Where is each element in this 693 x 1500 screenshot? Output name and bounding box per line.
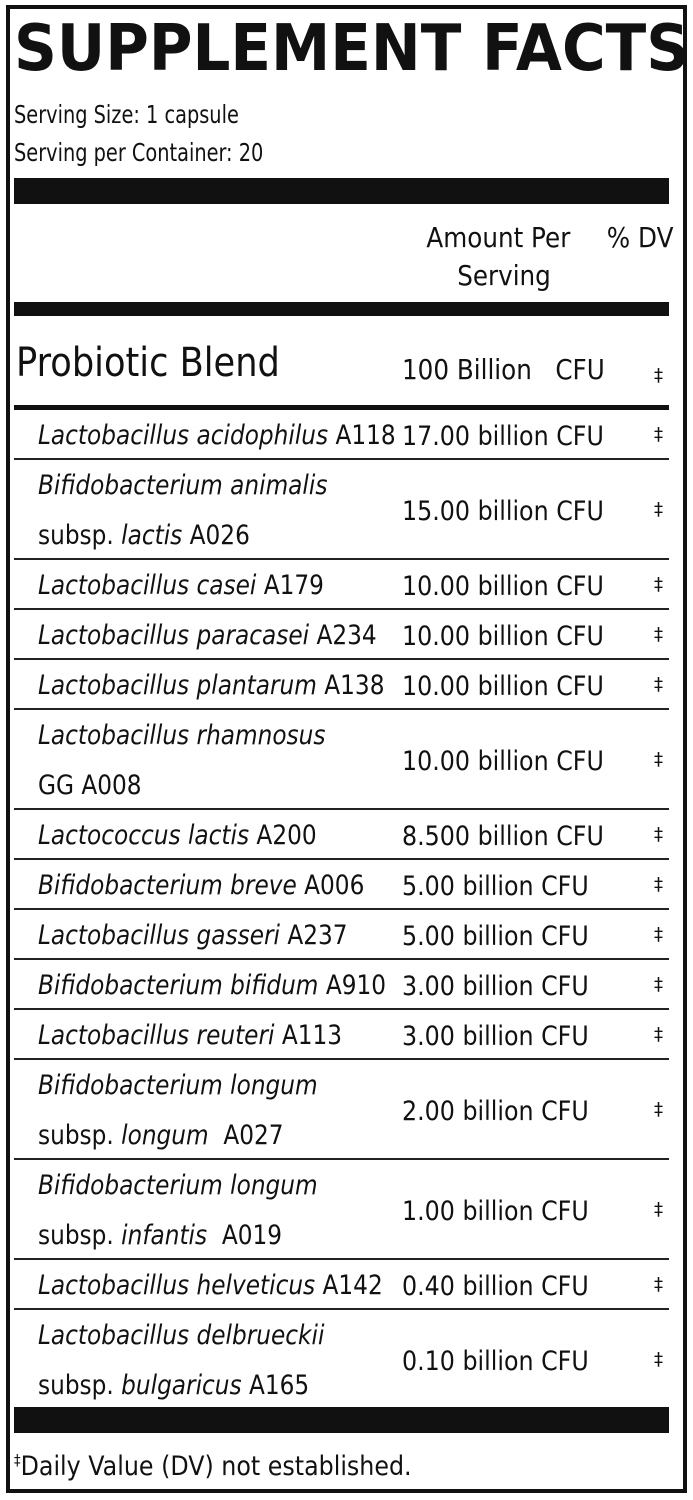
ingredient-subspecies: longum [121, 1120, 209, 1151]
blend-row [14, 322, 669, 405]
ingredient-species: Lactococcus lactis [38, 820, 250, 851]
ingredient-species: Lactobacillus paracasei [38, 620, 310, 651]
ingredient-subspecies-prefix: GG A008 [38, 770, 142, 801]
ingredient-dv: ‡ [654, 499, 663, 520]
ingredient-strain: A138 [316, 670, 385, 701]
ingredient-subspecies-prefix: subsp. [38, 520, 122, 551]
ingredient-species: Bifidobacterium breve [38, 870, 297, 901]
ingredient-name [38, 961, 386, 1011]
ingredient-list [14, 410, 669, 1410]
dv-header: % DV [606, 221, 674, 254]
blend-dv: ‡ [654, 365, 663, 386]
ingredient-row [14, 460, 669, 560]
ingredient-row [14, 1260, 669, 1310]
ingredient-dv: ‡ [654, 574, 663, 595]
ingredient-strain: A026 [182, 520, 250, 551]
bottom-divider-bar [14, 1407, 669, 1433]
ingredient-strain: A910 [318, 970, 387, 1001]
ingredient-species: Bifidobacterium animalis [38, 470, 328, 501]
ingredient-amount: 10.00 billion CFU [402, 571, 604, 602]
ingredient-strain: A234 [309, 620, 377, 651]
ingredient-amount: 0.10 billion CFU [402, 1346, 589, 1377]
footnote [14, 1440, 412, 1487]
ingredient-species: Lactobacillus casei [38, 570, 257, 601]
ingredient-row [14, 1060, 669, 1160]
ingredient-species: Bifidobacterium longum [38, 1170, 318, 1201]
ingredient-amount: 10.00 billion CFU [402, 621, 604, 652]
ingredient-species: Lactobacillus reuteri [38, 1020, 275, 1051]
ingredient-species: Lactobacillus delbrueckii [38, 1320, 325, 1351]
ingredient-dv: ‡ [654, 674, 663, 695]
ingredient-row [14, 710, 669, 810]
ingredient-dv: ‡ [654, 824, 663, 845]
ingredient-subspecies: lactis [121, 520, 183, 551]
ingredient-species: Bifidobacterium longum [38, 1070, 318, 1101]
ingredient-dv: ‡ [654, 749, 663, 770]
amount-per-serving-header: Amount Per [426, 221, 571, 254]
ingredient-strain: A027 [208, 1120, 284, 1151]
ingredient-subspecies-prefix: subsp. [38, 1120, 122, 1151]
ingredient-strain: A142 [315, 1270, 383, 1301]
footnote-symbol: ‡ [14, 1451, 21, 1469]
ingredient-name [38, 1161, 318, 1261]
ingredient-amount: 5.00 billion CFU [402, 871, 589, 902]
ingredient-name [38, 561, 324, 611]
amount-per-serving-header-line2: Serving [457, 259, 551, 292]
ingredient-name [38, 711, 325, 811]
ingredient-amount: 10.00 billion CFU [402, 671, 604, 702]
ingredient-species: Lactobacillus plantarum [38, 670, 317, 701]
ingredient-strain: A237 [279, 920, 348, 951]
panel-title: SUPPLEMENT FACTS [14, 12, 690, 86]
ingredient-dv: ‡ [654, 924, 663, 945]
ingredient-name [38, 1061, 318, 1161]
ingredient-amount: 1.00 billion CFU [402, 1196, 589, 1227]
ingredient-name [38, 611, 377, 661]
ingredient-row [14, 610, 669, 660]
ingredient-amount: 17.00 billion CFU [402, 421, 604, 452]
serving-info [14, 96, 263, 172]
top-divider-bar [14, 178, 669, 204]
ingredient-amount: 3.00 billion CFU [402, 1021, 589, 1052]
ingredient-species: Lactobacillus gasseri [38, 920, 280, 951]
ingredient-subspecies-prefix: subsp. [38, 1370, 122, 1401]
ingredient-dv: ‡ [654, 424, 663, 445]
ingredient-strain: A179 [256, 570, 324, 601]
ingredient-subspecies: infantis [121, 1220, 208, 1251]
ingredient-name [38, 811, 317, 861]
ingredient-amount: 2.00 billion CFU [402, 1096, 589, 1127]
ingredient-subspecies: bulgaricus [121, 1370, 242, 1401]
ingredient-dv: ‡ [654, 624, 663, 645]
ingredient-row [14, 860, 669, 910]
ingredient-amount: 8.500 billion CFU [402, 821, 604, 852]
ingredient-strain: A006 [296, 870, 365, 901]
servings-per-container: Serving per Container: 20 [14, 138, 264, 167]
ingredient-strain: A165 [241, 1370, 310, 1401]
ingredient-name [38, 911, 348, 961]
ingredient-species: Lactobacillus helveticus [38, 1270, 316, 1301]
ingredient-row [14, 1160, 669, 1260]
ingredient-name [38, 461, 327, 561]
ingredient-row [14, 560, 669, 610]
ingredient-amount: 3.00 billion CFU [402, 971, 589, 1002]
ingredient-dv: ‡ [654, 1274, 663, 1295]
ingredient-amount: 5.00 billion CFU [402, 921, 589, 952]
ingredient-amount: 15.00 billion CFU [402, 496, 604, 527]
footnote-text: Daily Value (DV) not established. [20, 1451, 412, 1482]
ingredient-row [14, 810, 669, 860]
ingredient-dv: ‡ [654, 1199, 663, 1220]
ingredient-name [38, 1261, 383, 1311]
ingredient-subspecies-prefix: subsp. [38, 1220, 122, 1251]
ingredient-dv: ‡ [654, 874, 663, 895]
ingredient-name [38, 661, 384, 711]
ingredient-name [38, 1311, 324, 1411]
ingredient-name [38, 411, 396, 461]
blend-name: Probiotic Blend [16, 340, 280, 386]
serving-size: Serving Size: 1 capsule [14, 100, 239, 129]
ingredient-amount: 10.00 billion CFU [402, 746, 604, 777]
blend-amount: 100 Billion CFU [402, 353, 605, 386]
ingredient-row [14, 1310, 669, 1410]
ingredient-species: Lactobacillus acidophilus [38, 420, 329, 451]
ingredient-row [14, 660, 669, 710]
ingredient-row [14, 910, 669, 960]
ingredient-species: Lactobacillus rhamnosus [38, 720, 326, 751]
ingredient-strain: A200 [249, 820, 317, 851]
ingredient-row [14, 960, 669, 1010]
ingredient-strain: A019 [207, 1220, 283, 1251]
ingredient-dv: ‡ [654, 1349, 663, 1370]
ingredient-species: Bifidobacterium bifidum [38, 970, 319, 1001]
header-divider-bar [14, 302, 669, 316]
ingredient-dv: ‡ [654, 974, 663, 995]
ingredient-name [38, 861, 364, 911]
ingredient-row [14, 410, 669, 460]
ingredient-dv: ‡ [654, 1024, 663, 1045]
ingredient-strain: A113 [274, 1020, 343, 1051]
ingredient-strain: A118 [328, 420, 396, 451]
ingredient-amount: 0.40 billion CFU [402, 1271, 589, 1302]
ingredient-row [14, 1010, 669, 1060]
ingredient-dv: ‡ [654, 1099, 663, 1120]
ingredient-name [38, 1011, 342, 1061]
